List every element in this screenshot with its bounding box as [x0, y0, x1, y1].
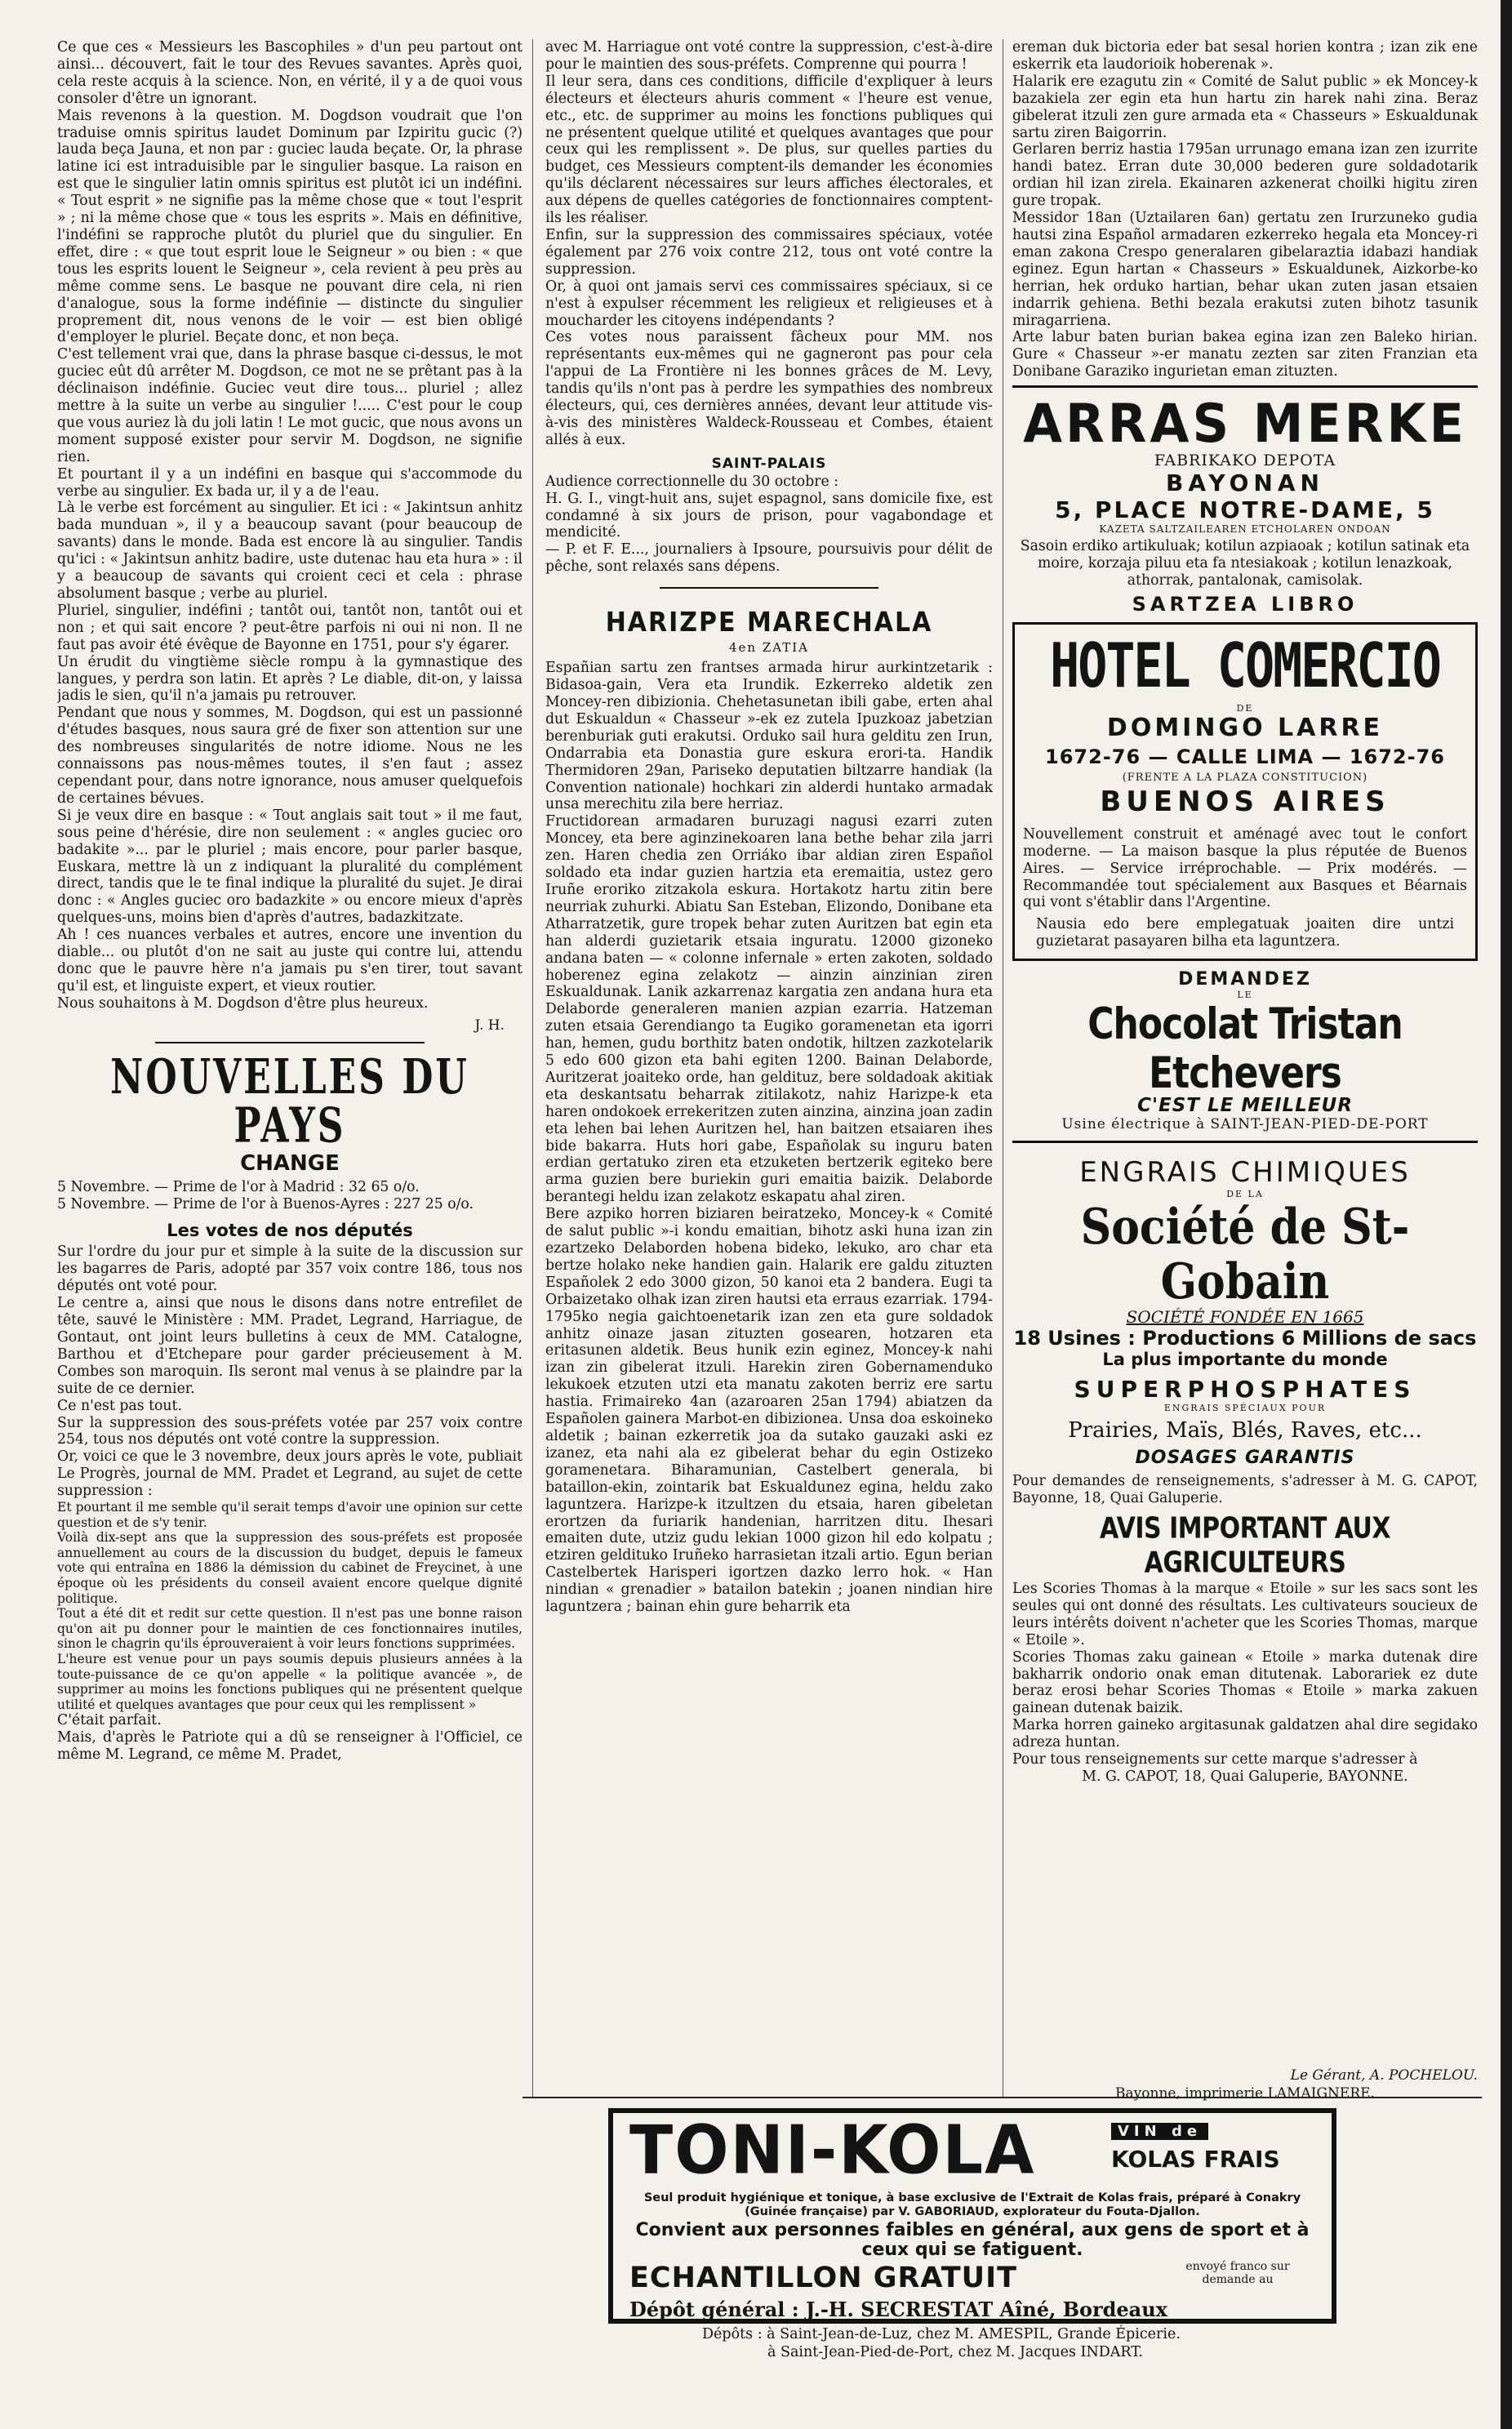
article-paragraph: Españian sartu zen frantses armada hirur aurkintzetarik : Bidasoa-gain, Vera eta Irundik. Ezkerreko aldetik zen Moncey-ren dibizionia. Chehetasunetan ibili gabe, erten ahal dut Eskualdun « Chasseur »-ek ez zutela Ipuzkoaz jabetzian berenburiak guti erakutsi. Orduko sail hura gelditu zen Irun, Ondarrabia eta Donastia gure eskura erori-ta. Handik Thermidoren 29an, Pariseko deputatien biltzarre handiak (la Convention nationale) hochkari zin alderdi huntako armadak unsa merechitu zila bere herriaz. — [545, 660, 993, 813]
article-paragraph: C'était parfait. — [57, 1712, 162, 1729]
ad-body: Pour tous renseignements sur cette marque s'adresser à — [1012, 1751, 1418, 1768]
ad-toni-depots — [702, 2325, 1372, 2361]
quoted-paragraph: L'heure est venue pour un pays soumis depuis plusieurs années à la toute-puissance de ce qu'on appelle « la politique avancée », de supprimer au moins les fonctions publiques qui ne présentent quelque utilité et quelques avantages que pour ceux qui les remplissent » — [57, 1652, 523, 1712]
ad-de: DE — [1236, 702, 1254, 714]
ad-toni-kola — [608, 2108, 1336, 2324]
article-paragraph: Arte labur baten burian bakea egina izan zen Baleko hirian. Gure « Chasseur »-er manatu zezten sar ziten Franzian eta Donibane Garaziko ingurietan eman zituzten. — [1012, 329, 1478, 380]
chapter-label: 4en ZATIA — [728, 640, 810, 656]
article-paragraph: Sur la suppression des sous-préfets votée par 257 voix contre 254, tous nos députés ont voté contre la suppression. — [57, 1414, 523, 1448]
column-divider — [532, 39, 533, 2097]
column-2 — [545, 39, 993, 2097]
ad-depot: Dépôt général : J.-H. SECRESTAT Aîné, Bordeaux — [629, 2298, 1167, 2321]
article-paragraph: — P. et F. E..., journaliers à Ipsoure, poursuivis pour délit de pêche, sont relaxés sans dépens. — [545, 541, 993, 576]
article-paragraph: Enfin, sur la suppression des commissaires spéciaux, votée également par 276 voix contre 212, tous ont voté contre la suppression. — [545, 226, 993, 278]
ad-address: 5, PLACE NOTRE-DAME, 5 — [1055, 496, 1435, 524]
section-title-change: CHANGE — [240, 1150, 340, 1176]
article-signature: J. H. — [474, 1017, 505, 1034]
imprimerie-line: Bayonne, imprimerie LAMAIGNERE. — [1115, 2085, 1375, 2102]
quoted-paragraph: Voilà dix-sept ans que la suppression des sous-préfets est proposée annuellement au cours de la discussion du budget, depuis le fameux vote qui entraîna en 1886 la démission du cabinet de Freycinet, à une époque où les présidents du conseil avaient encore quelque dignité politique. — [57, 1530, 523, 1606]
column-3 — [1012, 39, 1478, 2097]
ad-body: Les Scories Thomas à la marque « Etoile » sur les sacs sont les seules qui ont donné des résultats. Les cultivateurs soucieux de leurs intérêts doivent n'acheter que les Scories Thomas, marque « Etoile ». — [1012, 1581, 1478, 1648]
separator-rule — [660, 587, 878, 589]
ad-vin-label: VIN de — [1111, 2123, 1208, 2140]
ad-choc-demandez: DEMANDEZ — [1178, 969, 1312, 990]
ad-echantillon: ECHANTILLON GRATUIT — [629, 2262, 1017, 2294]
ad-title: ARRAS MERKE — [1023, 392, 1467, 455]
article-paragraph: Bere azpiko horren biziaren beiratzeko, Moncey-k « Comité de salut public »-i kondu emaitian, bihotz aski huna izan zin ezartzeko Delaborden hobena bideko, lekuko, aro char eta bertze holako neke handien gain. Halarik ere galdu zituzten Españolek 2 edo 3000 gizon, 50 kanoi eta 2 bandera. Eugi ta Orbaizetako olhak izan ziren hautsi eta erraus ezarriak. 1794-1795ko negia gaichtoenetarik izan zen eta gure soldadok anhitz oinaze jasan zituzten gosearen, hotzaren eta eritasunen aldetik. Beus hunik ezin eginez, Moncey-k nahi izan zin gibelerat itzuli. Harekin ziren Gobernamenduko lekukoek etzuten utzi eta manatu zakoten berriz ere sartu hastia. Frimaireko 4an (azaroaren 25an 1794) abiatzen da Españolen gainera Marbot-en dibizionea. Unsa doa eskoineko aldetik ; bainan ezkerretik joa da sutako gauzaki aski ez izanez, eta nahi ala ez gibelerat behar du egin Ostizeko goramenetara. Biharamunian, Castelbert generala, bi bataillon-ekin, zointarik bat Eskualdunez egina, heldu zako laguntzera. Harizpe-k itzultzen du etsaia, haren gibeletan erortzen da furiarik handenian, harritzen ditu. Ihesari emaiten dute, utziz gudu lekian 1000 gizon hil edo kolpatu ; etziren geldituko Iruñeko harrasietan itzali artio. Egun berian Castelbertek Harisperi igortzen dazko lerro hok. « Han nindian « grenadier » batailon batekin ; joanen nindian hire laguntzera ; bainan ehin gure beharrik eta — [545, 1206, 993, 1616]
gerant-line: Le Gérant, A. POCHELOU. — [1290, 2067, 1478, 2084]
article-paragraph: Là le verbe est forcément au singulier. Et ici : « Jakintsun anhitz bada munduan », il y a beaucoup savant (pour beaucoup de savants) dans le monde. Bada est encore là au singulier. Tandis qu'ici : « Jakintsun anhitz badire, uste dutenac hau eta hura » : il y a beaucoup de savants qui croient ceci et cela : phrase absolument basque ; verbe au pluriel. — [57, 500, 523, 602]
article-paragraph: Fructidorean armadaren buruzagi nagusi ezarri zuten Moncey, eta bere aginzinekoaren lana bethe behar zila jarri zen. Haren chedia zen Orriáko ibar aldian ziren Español soldado eta indar guzien hartzia eta eremaitia, ustez gero Iruñe eroriko zitzakola eskura. Hortakotz hartu zitin bere neurriak zuhurki. Abiatu San Esteban, Elizondo, Donibane eta Atharratzetik, gure tropek behar zuten Auritzen bat egin eta han alderdi guzietarik etsaia inguratu. 12000 gizoneko andana baten — « colonne infernale » erten zakoten, soldado hoberenez egina zelakotz — ainzin ainzinian ziren Eskualdunak. Lanik azkarrenaz kargatia zen andana hura eta Delaborde generaleren manien azpian ezarria. Hatzeman zuten etsaia Gerendiango ta Eugiko goramenetan eta igorri han, hemen, gudu borthitz baten ondotik, hiltzen zazkotelarik 5 edo 600 gizon eta bahi egiten 1200. Bainan Delaborde, Auritzerat joaiteko orde, han geldituz, bere soldadoak akitiak eta deskantsatu beharrak zitilakotz, nahiz Harizpe-k eta haren ondokoek errekeritzen zuten ainzina, ainzina joan zadin eta lehen bai lehen Auritzen hel, han baitzen etsaiaren ihes bide bakarra. Huts hori gabe, Españolak su inguru baten erdian gertatuko ziren eta etzuketen bertzerik egiteko bere arma guzien bere buriekin guri emaitia baizik. Delaborde berantegi heldu izan zelakotz eskapatu ahal ziren. — [545, 813, 993, 1206]
ad-body: Nouvellement construit et aménagé avec tout le confort moderne. — La maison basque la plus réputée de Buenos Aires. — Service irréprochable. — Prix modérés. — Recommandée tout spécialement aux Basques et Béarnais qui vont s'établir dans l'Argentine. — [1023, 825, 1467, 911]
column-1 — [57, 39, 523, 2374]
ad-subtitle: FABRIKAKO DEPOTA — [1154, 452, 1336, 470]
separator-rule — [1012, 1141, 1478, 1143]
ad-tagline: SARTZEA LIBRO — [1132, 592, 1359, 616]
ad-sg-speciaux: ENGRAIS SPÉCIAUX POUR — [1163, 1403, 1327, 1414]
article-paragraph: Pluriel, singulier, indéfini ; tantôt oui, tantôt non, tantôt oui et non ; et qui sait encore ? peut-être parfois ni oui ni non. Il ne faut pas avoir été évêque de Bayonne en 1751, pour s'y égarer. — [57, 602, 523, 653]
ad-choc-le: LE — [1237, 990, 1253, 1001]
depot-line: à Saint-Jean-Pied-de-Port, chez M. Jacques INDART. — [767, 2344, 1143, 2360]
article-paragraph: Halarik ere ezagutu zin « Comité de Salut public » ek Moncey-k bazakiela zer egin eta hun hartu zin harek nahi zina. Beraz gibelerat itzuli zen gure armada eta « Chasseurs » Eskualdunak sartu ziren Baigorrin. — [1012, 73, 1478, 141]
ad-sg-usines: 18 Usines : Productions 6 Millions de sacs — [1013, 1327, 1477, 1350]
quoted-paragraph: Tout a été dit et redit sur cette question. Il n'est pas une bonne raison qu'on ait pu donner pour le maintien de ces fonctionnaires inutiles, sinon le chagrin qu'ils éprouveraient à voir leurs fonctions supprimées. — [57, 1606, 523, 1652]
ad-body-basque: Nausia edo bere emplegatuak joaiten dire untzi guzietarat pasayaren bilha eta laguntzera. — [1036, 916, 1454, 950]
ad-saint-gobain-title: Société de St-Gobain — [1080, 1199, 1410, 1311]
article-paragraph: Si je veux dire en basque : « Tout anglais sait tout » il me faut, sous peine d'hérésie, dire non seulement : « angles guciec oro badakite »... par le pluriel ; mais encore, pour parler basque, Euskara, mettre là un z indiquant la pluralité du complément direct, tandis que le te final indique la pluralité du sujet. Je dirai donc : « Angles guciec oro badazkite » ou encore mieux d'après quelques-uns, moins bien d'après d'autres, badazkitzate. — [57, 807, 523, 927]
ad-sg-engrais: ENGRAIS CHIMIQUES — [1079, 1156, 1411, 1190]
ad-tagline: Convient aux personnes faibles en général, aux gens de sport et à ceux qui se fatiguent. — [635, 2220, 1310, 2260]
article-paragraph: Mais revenons à la question. M. Dogdson voudrait que l'on traduise omnis spiritus laudet Dominum par Izpiritu gucic (?) lauda beça Jauna, et non par : guciec lauda beçate. Or, la phrase latine ici est intraduisible par le singulier basque. La raison en est que le singulier latin omnis spiritus est plutôt ici un indéfini. « Tout esprit » ne signifie pas la même chose que « tout l'esprit » ; ni la même chose que « tous les esprits ». Mais en définitive, l'indéfini se rapproche plutôt du pluriel que du singulier. En effet, dire : « que tout esprit loue le Seigneur » ou bien : « que tous les esprits louent le Seigneur », cela revient à peu près au même comme sens. Le basque ne pouvant dire cela, ni rien d'analogue, sous la forme indéfinie — distincte du singulier proprement dit, nous venons de le voir — est bien obligé d'employer le pluriel. Beçate donc, et non beça. — [57, 107, 523, 346]
ad-address: M. G. CAPOT, 18, Quai Galuperie, BAYONNE. — [1082, 1768, 1408, 1785]
footer-rule — [523, 2097, 1482, 2098]
ad-sg-importante: La plus importante du monde — [1102, 1350, 1388, 1370]
ad-envoye: envoyé franco sur demande au — [1185, 2260, 1290, 2286]
depot-line: Dépôts : à Saint-Jean-de-Luz, chez M. AMESPIL, Grande Épicerie. — [702, 2326, 1181, 2342]
change-line: 5 Novembre. — Prime de l'or à Buenos-Ayres : 227 25 o/o. — [57, 1195, 474, 1212]
article-paragraph: Un érudit du vingtième siècle rompu à la gymnastique des langues, y perdra son latin. Et après ? Le diable, dit-on, y laissa jadis le sien, qu'il n'a jamais pu retrouver. — [57, 653, 523, 705]
ad-arras-merke — [1012, 385, 1478, 616]
article-paragraph: Mais, d'après le Patriote qui a dû se renseigner à l'Officiel, ce même M. Legrand, ce même M. Pradet, — [57, 1729, 523, 1764]
ad-avis-title: AVIS IMPORTANT AUX AGRICULTEURS — [1099, 1511, 1391, 1580]
separator-rule — [155, 1042, 425, 1043]
ad-body: Pour demandes de renseignements, s'adresser à M. G. CAPOT, Bayonne, 18, Quai Galuperie. — [1012, 1473, 1478, 1507]
article-paragraph: Il leur sera, dans ces conditions, difficile d'expliquer à leurs électeurs et électeurs ahuris comment « l'heure est venue, etc., etc. de supprimer au moins les fonctions publiques qui ne présentent quelque utilité et quelques avantages que pour ceux qui les remplissent ». De plus, sur quelles parties du budget, ces Messieurs comptent-ils demander les économies qu'ils déclarent nécessaires sur leurs affiches électorales, et aux dépens de quelles catégories de fonctionnaires comptent-ils les réaliser. — [545, 73, 993, 227]
quoted-paragraph: Et pourtant il me semble qu'il serait temps d'avoir une opinion sur cette question et de s'y tenir. — [57, 1500, 523, 1530]
article-paragraph: ereman duk bictoria eder bat sesal horien kontra ; izan zik ene eskerrik eta laudorioik hoberenak ». — [1012, 39, 1478, 73]
page-edge-shadow — [1501, 0, 1512, 2429]
ad-sg-fondee: SOCIÉTÉ FONDÉE EN 1665 — [1126, 1307, 1364, 1328]
section-title-saint-palais: SAINT-PALAIS — [711, 455, 827, 472]
ad-address: 1672-76 — CALLE LIMA — 1672-76 — [1045, 745, 1445, 768]
article-paragraph: Le centre a, ainsi que nous le disons dans notre entrefilet de tête, sauvé le Ministère : MM. Pradet, Legrand, Harriague, de Gontaut, ont joint leurs bulletins à ceux de MM. Catalogne, Barthou et d'Etchepare pour garder précieusement à M. Combes son maroquin. Ils seront mal venus à se plaindre par la suite de ce dernier. — [57, 1295, 523, 1397]
article-paragraph: avec M. Harriague ont voté contre la suppression, c'est-à-dire pour le maintien des sous-préfets. Comprenne qui pourra ! — [545, 39, 993, 73]
article-paragraph: Ces votes nous paraissent fâcheux pour MM. nos représentants eux-mêmes qui ne gagneront pas pour cela l'appui de La Frontière ni les bonnes grâces de M. Levy, tandis qu'ils n'ont pas à perdre les sympathies des nombreux électeurs, qui, ces dernières années, devant leur attitude vis-à-vis des ministères Waldeck-Rousseau et Combes, étaient allés à eux. — [545, 329, 993, 448]
ad-chocolat-tagline: C'EST LE MEILLEUR — [1137, 1095, 1353, 1117]
ad-body-basque: Scories Thomas zaku gainean « Etoile » marka dutenak dire bakharrik ondorio onak eman ditutenak. Laborariek ez dute beraz erosi behar Scories Thomas « Etoile » marka zakuen gainean dutenak baizik. — [1012, 1648, 1478, 1717]
article-paragraph: Ah ! ces nuances verbales et autres, encore une invention du diable... ou plutôt d'on ne sait au juste qui contre lui, attendu donc que le pauvre hère n'a jamais pu s'en tirer, tout savant qu'il est, et linguiste expert, et vieux routier. — [57, 927, 523, 994]
ad-hotel-comercio — [1012, 622, 1478, 961]
article-paragraph: H. G. I., vingt-huit ans, sujet espagnol, sans domicile fixe, est condamné à six jours de prison, pour vagabondage et mendicité. — [545, 490, 993, 541]
ad-body: Sasoin erdiko artikuluak; kotilun azpiaoak ; kotilun satinak eta moire, korzaja piluu eta fa ntesiakoak ; kotilun lenazkoak, athorrak, pantalonak, camisolak. — [1020, 538, 1470, 589]
ad-body-basque: Marka horren gaineko argitasunak galdatzen ahal dire segidako adreza huntan. — [1012, 1717, 1478, 1751]
ad-sg-prairies: Prairies, Maïs, Blés, Raves, etc... — [1068, 1418, 1422, 1444]
ad-chocolat-usine: Usine électrique à SAINT-JEAN-PIED-DE-PORT — [1061, 1116, 1429, 1133]
article-paragraph: Pendant que nous y sommes, M. Dogdson, qui est un passionné d'études basques, nous saura gré de fixer son attention sur une des nombreuses singularités de notre idiome. Nous ne les connaissons pas nous-mêmes toutes, il s'en faut ; assez cependant pour, dans notre ignorance, nous amuser quelquefois de certaines bévues. — [57, 705, 523, 807]
ad-title: TONI-KOLA — [629, 2111, 1036, 2190]
ad-sg-dela: DE LA — [1226, 1189, 1264, 1200]
article-paragraph: Messidor 18an (Uztailaren 6an) gertatu zen Irurzuneko gudia hautsi zina Español armadaren ezkerreko hegala eta Moncey-ri eman zakona Crespo generalaren gibelaraztia idabazi handiak eginez. Egun hartan « Chasseurs » Eskualdunek, Aizkorbe-ko herrian, hek orduko hartian, behar ukan zuten jasan etsaien indarrik gehiena. Bethi bezala erakutsi zuten bihotz tasunik miragarriena. — [1012, 210, 1478, 329]
change-line: 5 Novembre. — Prime de l'or à Madrid : 32 65 o/o. — [57, 1178, 420, 1195]
article-paragraph: Ce n'est pas tout. — [57, 1397, 182, 1414]
article-paragraph: Audience correctionnelle du 30 octobre : — [545, 473, 839, 490]
ad-sg-dosages: DOSAGES GARANTIS — [1135, 1448, 1355, 1469]
article-paragraph: Nous souhaitons à M. Dogdson d'être plus heureux. — [57, 994, 429, 1012]
article-paragraph: C'est tellement vrai que, dans la phrase basque ci-dessus, le mot guciec eût dû arrêter M. Dogdson, ce mot ne se prêtant pas à la déclinaison indéfinie. Guciec veut dire tous... pluriel ; allez mettre à la suite un verbe au singulier !..... C'est pour le coup que vous auriez là du joli latin ! Le mot gucic, que nous avons un moment supposé exister pour servir M. Dogdson, ne signifie rien. — [57, 346, 523, 465]
ad-kolas-label: KOLAS FRAIS — [1111, 2146, 1280, 2173]
section-title-harizpe: HARIZPE MARECHALA — [605, 607, 933, 638]
ad-body: Seul produit hygiénique et tonique, à base exclusive de l'Extrait de Kolas frais, préparé à Conakry (Guinée française) par V. GABORIAUD, explorateur du Fouta-Djallon. — [643, 2191, 1301, 2218]
ad-note: (FRENTE A LA PLAZA CONSTITUCION) — [1122, 771, 1368, 784]
ad-note: KAZETA SALTZAILEAREN ETCHOLAREN ONDOAN — [1099, 523, 1391, 536]
article-paragraph: Or, voici ce que le 3 novembre, deux jours après le vote, publiait Le Progrès, journal de MM. Pradet et Legrand, au sujet de cette suppression : — [57, 1448, 523, 1500]
ad-owner: DOMINGO LARRE — [1106, 713, 1384, 742]
section-title-nouvelles: NOUVELLES DU PAYS — [110, 1048, 469, 1154]
ad-title: HOTEL COMERCIO — [1050, 630, 1440, 702]
ad-sg-superphosphates: SUPERPHOSPHATES — [1074, 1376, 1416, 1404]
ad-chocolat-title: Chocolat Tristan Etchevers — [1087, 999, 1403, 1099]
article-paragraph: Et pourtant il y a un indéfini en basque qui s'accommode du verbe au singulier. Ex bada ur, il y a de l'eau. — [57, 465, 523, 500]
ad-city: BUENOS AIRES — [1100, 785, 1390, 818]
ad-city: BAYONAN — [1166, 469, 1324, 497]
article-paragraph: Ce que ces « Messieurs les Bascophiles » d'un peu partout ont ainsi... découvert, fait le tour des Revues savantes. Après quoi, cela reste acquis à la science. Non, en vérité, il y a de quoi vous consoler d'être un ignorant. — [57, 39, 523, 107]
article-paragraph: Gerlaren berriz hastia 1795an urrunago emana izan zen izurrite handi batez. Erran dute 30,000 bederen gure soldadotarik ordian hil izan zirela. Ekainaren azkenerat choilki higitu ziren gure tropak. — [1012, 141, 1478, 210]
section-title-votes: Les votes de nos députés — [167, 1221, 413, 1241]
article-paragraph: Sur l'ordre du jour pur et simple à la suite de la discussion sur les bagarres de Paris, adopté par 357 voix contre 186, tous nos députés ont voté pour. — [57, 1243, 523, 1295]
article-paragraph: Or, à quoi ont jamais servi ces commissaires spéciaux, si ce n'est à expulser récemment les religieux et religieuses et à moucharder les citoyens indépendants ? — [545, 278, 993, 329]
